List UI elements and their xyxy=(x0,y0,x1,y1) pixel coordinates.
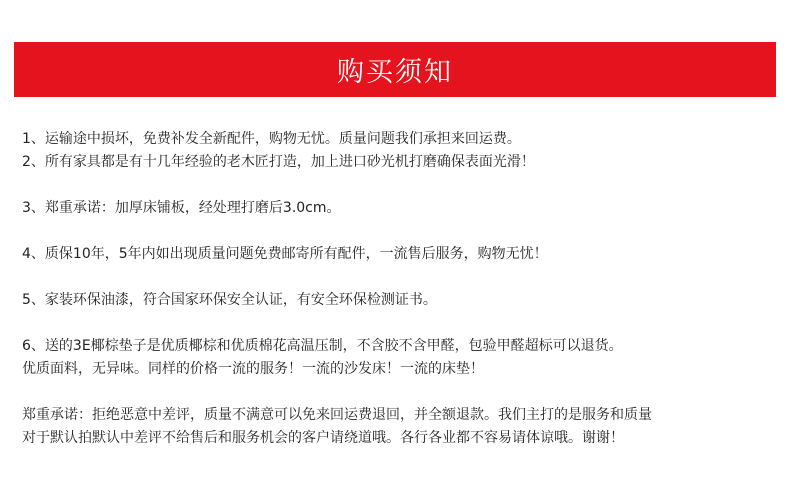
notice-line: 2、所有家具都是有十几年经验的老木匠打造，加上进口砂光机打磨确保表面光滑！ xyxy=(22,154,535,170)
notice-content xyxy=(22,128,782,450)
paragraph-spacer xyxy=(22,381,782,404)
notice-line: 3、郑重承诺：加厚床铺板，经处理打磨后3.0cm。 xyxy=(22,200,341,216)
notice-line: 1、运输途中损坏，免费补发全新配件，购物无忧。质量问题我们承担来回运费。 xyxy=(22,131,521,147)
notice-paragraph-5 xyxy=(22,335,782,381)
page-title: 购买须知 xyxy=(337,57,453,88)
notice-line: 5、家装环保油漆，符合国家环保安全认证，有安全环保检测证书。 xyxy=(22,292,437,308)
notice-paragraph-4 xyxy=(22,289,782,312)
notice-line: 6、送的3E椰棕垫子是优质椰棕和优质棉花高温压制，不含胶不含甲醛，包验甲醛超标可以退货。 xyxy=(22,338,623,354)
paragraph-spacer xyxy=(22,266,782,289)
notice-paragraph-6 xyxy=(22,404,782,450)
title-banner xyxy=(14,42,776,97)
paragraph-spacer xyxy=(22,312,782,335)
notice-paragraph-3 xyxy=(22,243,782,266)
notice-line: 4、质保10年，5年内如出现质量问题免费邮寄所有配件，一流售后服务，购物无忧！ xyxy=(22,246,548,262)
notice-line: 对于默认拍默认中差评不给售后和服务机会的客户请绕道哦。各行各业都不容易请体谅哦。谢谢！ xyxy=(22,430,624,446)
paragraph-spacer xyxy=(22,220,782,243)
notice-line: 郑重承诺：拒绝恶意中差评，质量不满意可以免来回运费退回，并全额退款。我们主打的是服务和质量 xyxy=(22,407,652,423)
notice-paragraph-1 xyxy=(22,128,782,174)
paragraph-spacer xyxy=(22,174,782,197)
notice-line: 优质面料，无异味。同样的价格一流的服务！一流的沙发床！一流的床垫！ xyxy=(22,361,484,377)
notice-paragraph-2 xyxy=(22,197,782,220)
